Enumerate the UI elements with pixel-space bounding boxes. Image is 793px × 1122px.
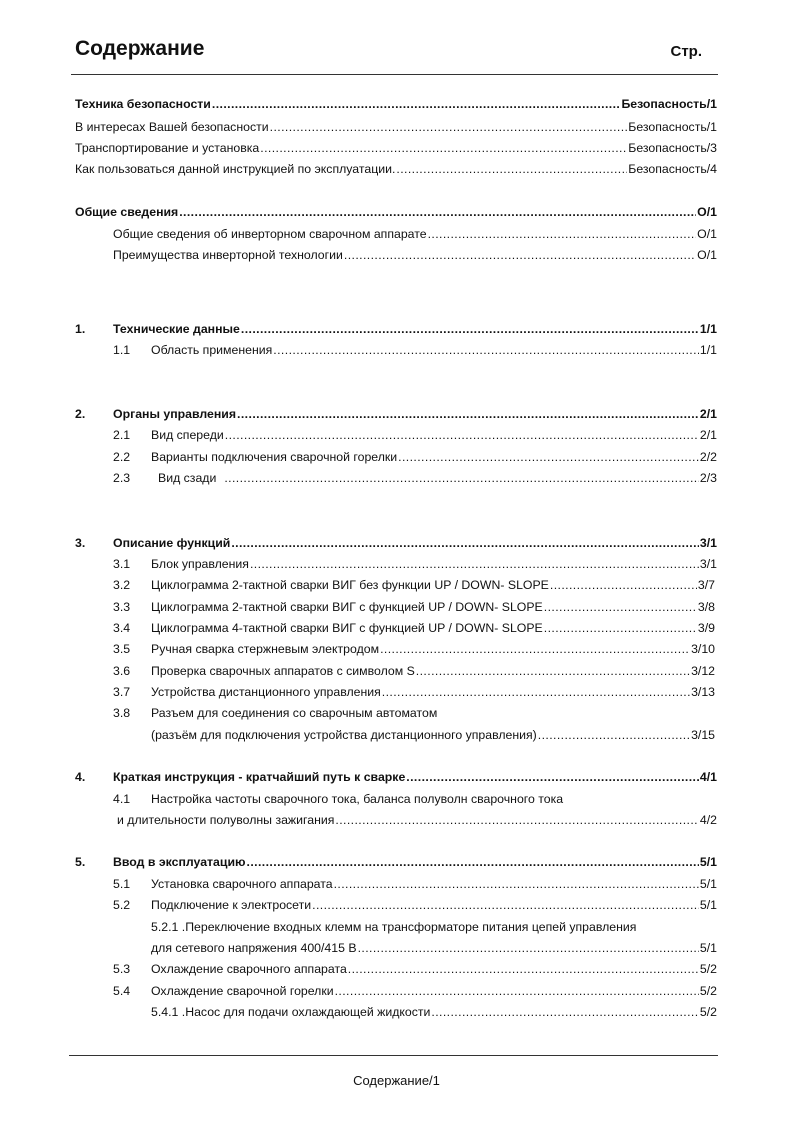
toc-entry-safety[interactable]: Техника безопасности ..... Безопасность/1	[75, 96, 717, 112]
toc-entry[interactable]: Охлаждение сварочной горелки ..... 5/2	[151, 983, 717, 999]
toc-entry-section-5[interactable]: Ввод в эксплуатацию ..... 5/1	[113, 854, 717, 870]
subsection-number: 3.6	[113, 664, 131, 678]
subsection-number: 3.5	[113, 642, 131, 656]
toc-entry-section-1[interactable]: Технические данные ..... 1/1	[113, 321, 717, 337]
toc-entry[interactable]: для сетевого напряжения 400/415 В ..... 5/1	[151, 940, 717, 956]
toc-entry[interactable]: Общие сведения об инверторном сварочном аппарате ..... O/1	[113, 226, 717, 242]
section-number: 1.	[75, 322, 86, 336]
toc-entry-section-2[interactable]: Органы управления ..... 2/1	[113, 406, 717, 422]
toc-entry[interactable]: Охлаждение сварочного аппарата ..... 5/2	[151, 961, 717, 977]
subsection-number: 5.4	[113, 984, 131, 998]
subsection-number: 3.3	[113, 600, 131, 614]
toc-entry[interactable]: Циклограмма 2-тактной сварки ВИГ с функцией UP / DOWN- SLOPE ..... 3/8	[151, 599, 715, 615]
toc-entry-line: Настройка частоты сварочного тока, баланса полуволн сварочного тока	[151, 792, 564, 806]
toc-entry[interactable]: Ручная сварка стержневым электродом ..... 3/10	[151, 641, 715, 657]
toc-entry[interactable]: Область применения ..... 1/1	[151, 342, 717, 358]
subsection-number: 5.3	[113, 962, 131, 976]
section-number: 2.	[75, 407, 86, 421]
subsection-number: 3.1	[113, 557, 131, 571]
toc-entry[interactable]: Проверка сварочных аппаратов с символом S ..... 3/12	[151, 663, 715, 679]
toc-entry[interactable]: Блок управления ..... 3/1	[151, 556, 717, 572]
subsection-number: 2.1	[113, 428, 131, 442]
toc-entry[interactable]: Вид спереди ..... 2/1	[151, 427, 717, 443]
toc-entry[interactable]: Установка сварочного аппарата ..... 5/1	[151, 876, 717, 892]
subsection-number: 3.2	[113, 578, 131, 592]
subsection-number: 2.2	[113, 450, 131, 464]
toc-entry-section-4[interactable]: Краткая инструкция - кратчайший путь к сварке ..... 4/1	[113, 769, 717, 785]
bottom-divider	[69, 1055, 718, 1056]
toc-entry[interactable]: (разъём для подключения устройства дистанционного управления) ..... 3/15	[151, 727, 715, 743]
toc-entry[interactable]: 5.4.1 .Насос для подачи охлаждающей жидкости ..... 5/2	[151, 1004, 717, 1020]
toc-entry[interactable]: Преимущества инверторной технологии ..... O/1	[113, 247, 717, 263]
top-divider	[71, 74, 718, 75]
section-number: 4.	[75, 770, 86, 784]
subsection-number: 1.1	[113, 343, 131, 357]
toc-entry[interactable]: Циклограмма 4-тактной сварки ВИГ с функцией UP / DOWN- SLOPE ..... 3/9	[151, 620, 715, 636]
subsection-number: 4.1	[113, 792, 131, 806]
subsection-number: 5.1	[113, 877, 131, 891]
section-number: 5.	[75, 855, 86, 869]
toc-entry[interactable]: и длительности полуволны зажигания ..... 4/2	[117, 812, 717, 828]
toc-entry[interactable]: Варианты подключения сварочной горелки ..... 2/2	[151, 449, 717, 465]
page-footer: Содержание/1	[353, 1073, 440, 1088]
toc-entry-line: 5.2.1 .Переключение входных клемм на трансформаторе питания цепей управления	[151, 920, 637, 934]
subsection-number: 3.8	[113, 706, 131, 720]
page-title: Содержание	[75, 37, 205, 60]
toc-entry[interactable]: Вид сзади ..... 2/3	[158, 470, 717, 486]
subsection-number: 3.7	[113, 685, 131, 699]
toc-entry-section-3[interactable]: Описание функций ..... 3/1	[113, 535, 717, 551]
subsection-number: 2.3	[113, 471, 131, 485]
page-column-header: Стр.	[670, 43, 702, 60]
toc-entry[interactable]: Устройства дистанционного управления ..... 3/13	[151, 684, 715, 700]
toc-entry-line: Разъем для соединения со сварочным автоматом	[151, 706, 438, 720]
subsection-number: 5.2	[113, 898, 131, 912]
toc-entry[interactable]: Циклограмма 2-тактной сварки ВИГ без функции UP / DOWN- SLOPE ..... 3/7	[151, 577, 715, 593]
toc-entry[interactable]: Транспортирование и установка ..... Безопасность/3	[75, 140, 717, 156]
toc-entry[interactable]: В интересах Вашей безопасности ..... Безопасность/1	[75, 119, 717, 135]
section-number: 3.	[75, 536, 86, 550]
subsection-number: 3.4	[113, 621, 131, 635]
toc-entry-general[interactable]: Общие сведения ..... O/1	[75, 204, 717, 220]
toc-entry[interactable]: Как пользоваться данной инструкцией по эксплуатации. ..... Безопасность/4	[75, 161, 717, 177]
toc-entry[interactable]: Подключение к электросети ..... 5/1	[151, 897, 717, 913]
